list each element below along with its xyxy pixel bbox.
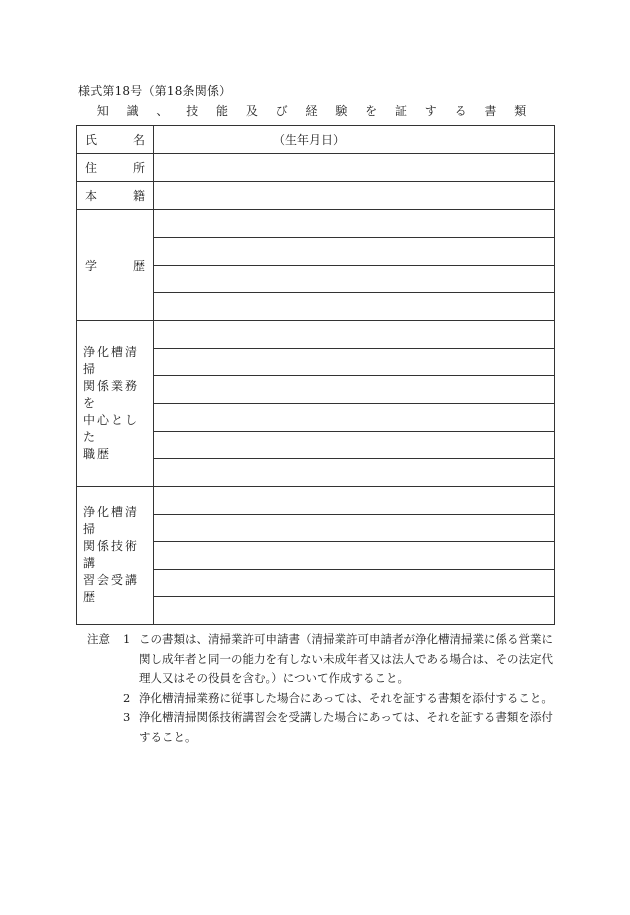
- certification-form-table: [76, 125, 555, 625]
- name-label-b: 名: [132, 133, 145, 147]
- address-field[interactable]: [154, 154, 555, 182]
- training-label-cell: [77, 486, 154, 624]
- work-history-line[interactable]: [154, 403, 555, 431]
- address-label-b: 所: [132, 161, 145, 175]
- work-history-label-line: 中心とした: [83, 412, 140, 444]
- note-text: この書類は、清掃業許可申請書（清掃業許可申請者が浄化槽清掃業に係る営業に関し成年者と同一の能力を有しない未成年者又は法人である場合は、その法定代理人又はその役員を含む。）について作成すること。: [139, 632, 553, 685]
- work-history-label-line: 関係業務を: [83, 378, 140, 410]
- notes-heading: 注意: [87, 632, 110, 646]
- training-line[interactable]: [154, 542, 555, 570]
- note-item: [87, 708, 562, 747]
- domicile-label-b: 籍: [132, 189, 145, 203]
- training-line[interactable]: [154, 486, 555, 514]
- notes-section: [87, 630, 562, 747]
- work-history-label-line: 浄化槽清掃: [83, 344, 140, 376]
- training-label-line: 習会受講歴: [83, 573, 140, 605]
- work-history-row: [77, 321, 555, 349]
- name-field[interactable]: [154, 126, 555, 154]
- domicile-field[interactable]: [154, 182, 555, 210]
- address-label-cell: [77, 154, 154, 182]
- address-row: [77, 154, 555, 182]
- address-label-a: 住: [85, 161, 98, 175]
- domicile-row: [77, 182, 555, 210]
- domicile-label-cell: [77, 182, 154, 210]
- note-number: 1: [123, 632, 131, 646]
- note-number: 2: [123, 690, 131, 705]
- education-label-a: 学: [85, 258, 98, 273]
- note-item: [87, 689, 562, 709]
- note-text: 浄化槽清掃業務に従事した場合にあっては、それを証する書類を添付すること。: [139, 690, 553, 705]
- work-history-line[interactable]: [154, 321, 555, 349]
- training-row: [77, 486, 555, 514]
- birth-date-note: （生年月日）: [272, 133, 345, 147]
- note-item: [87, 630, 562, 689]
- name-label-a: 氏: [85, 133, 98, 147]
- training-label-line: 浄化槽清掃: [83, 505, 140, 537]
- education-line[interactable]: [154, 237, 555, 265]
- work-history-line[interactable]: [154, 348, 555, 376]
- work-history-line[interactable]: [154, 376, 555, 404]
- document-title: 知 識 、 技 能 及 び 経 験 を 証 す る 書 類: [96, 104, 534, 118]
- name-label-cell: [77, 126, 154, 154]
- training-line[interactable]: [154, 569, 555, 597]
- education-line[interactable]: [154, 210, 555, 238]
- form-number: 様式第18号（第18条関係）: [78, 84, 232, 98]
- education-label-cell: [77, 210, 154, 321]
- note-number: 3: [123, 710, 131, 724]
- education-label-b: 歴: [132, 258, 145, 273]
- work-history-label-cell: [77, 321, 154, 487]
- training-line[interactable]: [154, 597, 555, 625]
- work-history-line[interactable]: [154, 431, 555, 459]
- training-label-line: 関係技術講: [83, 539, 140, 571]
- education-row: [77, 210, 555, 238]
- training-line[interactable]: [154, 514, 555, 542]
- name-row: [77, 126, 555, 154]
- work-history-line[interactable]: [154, 459, 555, 487]
- work-history-label-line: 職歴: [83, 446, 112, 461]
- education-line[interactable]: [154, 293, 555, 321]
- education-line[interactable]: [154, 265, 555, 293]
- domicile-label-a: 本: [85, 189, 98, 203]
- note-text: 浄化槽清掃関係技術講習会を受講した場合にあっては、それを証する書類を添付すること。: [139, 710, 553, 744]
